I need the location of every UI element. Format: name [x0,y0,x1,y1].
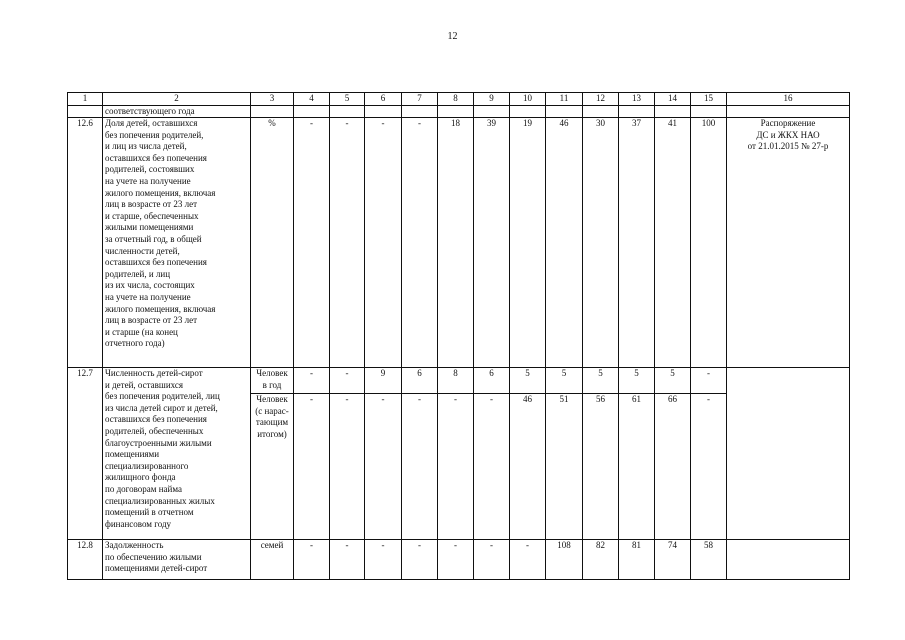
table-row [68,368,850,394]
value-cell: - [365,540,402,580]
column-number: 14 [655,93,691,106]
value-cell: 37 [619,118,655,368]
value-cell: - [691,368,727,394]
value-cell: 6 [402,368,438,394]
value-cell: 41 [655,118,691,368]
value-cell: 51 [546,394,583,540]
row-source: Распоряжение ДС и ЖКХ НАО от 21.01.2015 № 27-р [727,118,850,368]
table-row [68,118,850,368]
value-cell: - [294,118,330,368]
value-cell: - [365,118,402,368]
value-cell: - [402,394,438,540]
column-number: 10 [510,93,546,106]
value-cell: - [330,118,365,368]
row-unit: Человек в год [251,368,294,394]
value-cell: 39 [474,118,510,368]
row-description: Доля детей, оставшихся без попечения родителей, и лиц из числа детей, оставшихся без попечения родителей, состоявших на учете на получение жилого помещения, включая лиц в возрасте от 23 лет и старше, обеспеченных жилыми помещениями за отчетный год, в общей численности детей, оставшихся без попечения родителей, и лиц из их числа, состоящих на учете на получение жилого помещения, включая лиц в возрасте от 23 лет и старше (на конец отчетного года) [103,118,251,368]
column-number: 7 [402,93,438,106]
value-cell: - [294,540,330,580]
value-cell: 61 [619,394,655,540]
value-cell: 30 [583,118,619,368]
column-number: 3 [251,93,294,106]
value-cell: - [510,540,546,580]
column-number: 8 [438,93,474,106]
value-cell: - [691,394,727,540]
row-description: Численность детей-сирот и детей, оставшихся без попечения родителей, лиц из числа детей сирот и детей, оставшихся без попечения родителей, обеспеченных благоустроенными жилыми помещениями специализированного жилищного фонда по договорам найма специализированных жилых помещений в отчетном финансовом году [103,368,251,540]
value-cell: 5 [619,368,655,394]
value-cell: 5 [546,368,583,394]
value-cell: 66 [655,394,691,540]
value-cell: 5 [655,368,691,394]
indicators-table [67,92,850,580]
column-number: 6 [365,93,402,106]
value-cell: 100 [691,118,727,368]
continuation-text: соответствующего года [103,106,251,118]
value-cell: - [330,540,365,580]
value-cell: - [402,540,438,580]
column-number: 12 [583,93,619,106]
column-number: 2 [103,93,251,106]
value-cell: 6 [474,368,510,394]
value-cell: - [365,394,402,540]
value-cell: 8 [438,368,474,394]
value-cell: - [438,394,474,540]
row-description: Задолженность по обеспечению жилыми помещениями детей-сирот [103,540,251,580]
row-unit: Человек (с нарас- тающим итогом) [251,394,294,540]
column-number: 13 [619,93,655,106]
value-cell: 19 [510,118,546,368]
column-number-row [68,93,850,106]
value-cell: 18 [438,118,474,368]
column-number: 4 [294,93,330,106]
page-number: 12 [447,31,458,42]
row-source [727,540,850,580]
value-cell: - [438,540,474,580]
value-cell: 5 [583,368,619,394]
column-number: 9 [474,93,510,106]
column-number: 16 [727,93,850,106]
value-cell: 46 [510,394,546,540]
value-cell: - [294,368,330,394]
value-cell: 46 [546,118,583,368]
row-code: 12.8 [68,540,103,580]
value-cell: - [294,394,330,540]
column-number: 15 [691,93,727,106]
value-cell: 81 [619,540,655,580]
value-cell: 9 [365,368,402,394]
row-unit: % [251,118,294,368]
column-number: 1 [68,93,103,106]
row-source [727,368,850,540]
value-cell: 108 [546,540,583,580]
value-cell: - [402,118,438,368]
value-cell: - [330,368,365,394]
value-cell: - [474,394,510,540]
value-cell: - [330,394,365,540]
value-cell: 56 [583,394,619,540]
row-code: 12.7 [68,368,103,540]
row-code: 12.6 [68,118,103,368]
table-row [68,540,850,580]
value-cell: 74 [655,540,691,580]
value-cell: 5 [510,368,546,394]
column-number: 11 [546,93,583,106]
value-cell: 58 [691,540,727,580]
value-cell: 82 [583,540,619,580]
value-cell: - [474,540,510,580]
continuation-row [68,106,850,118]
column-number: 5 [330,93,365,106]
row-unit: семей [251,540,294,580]
